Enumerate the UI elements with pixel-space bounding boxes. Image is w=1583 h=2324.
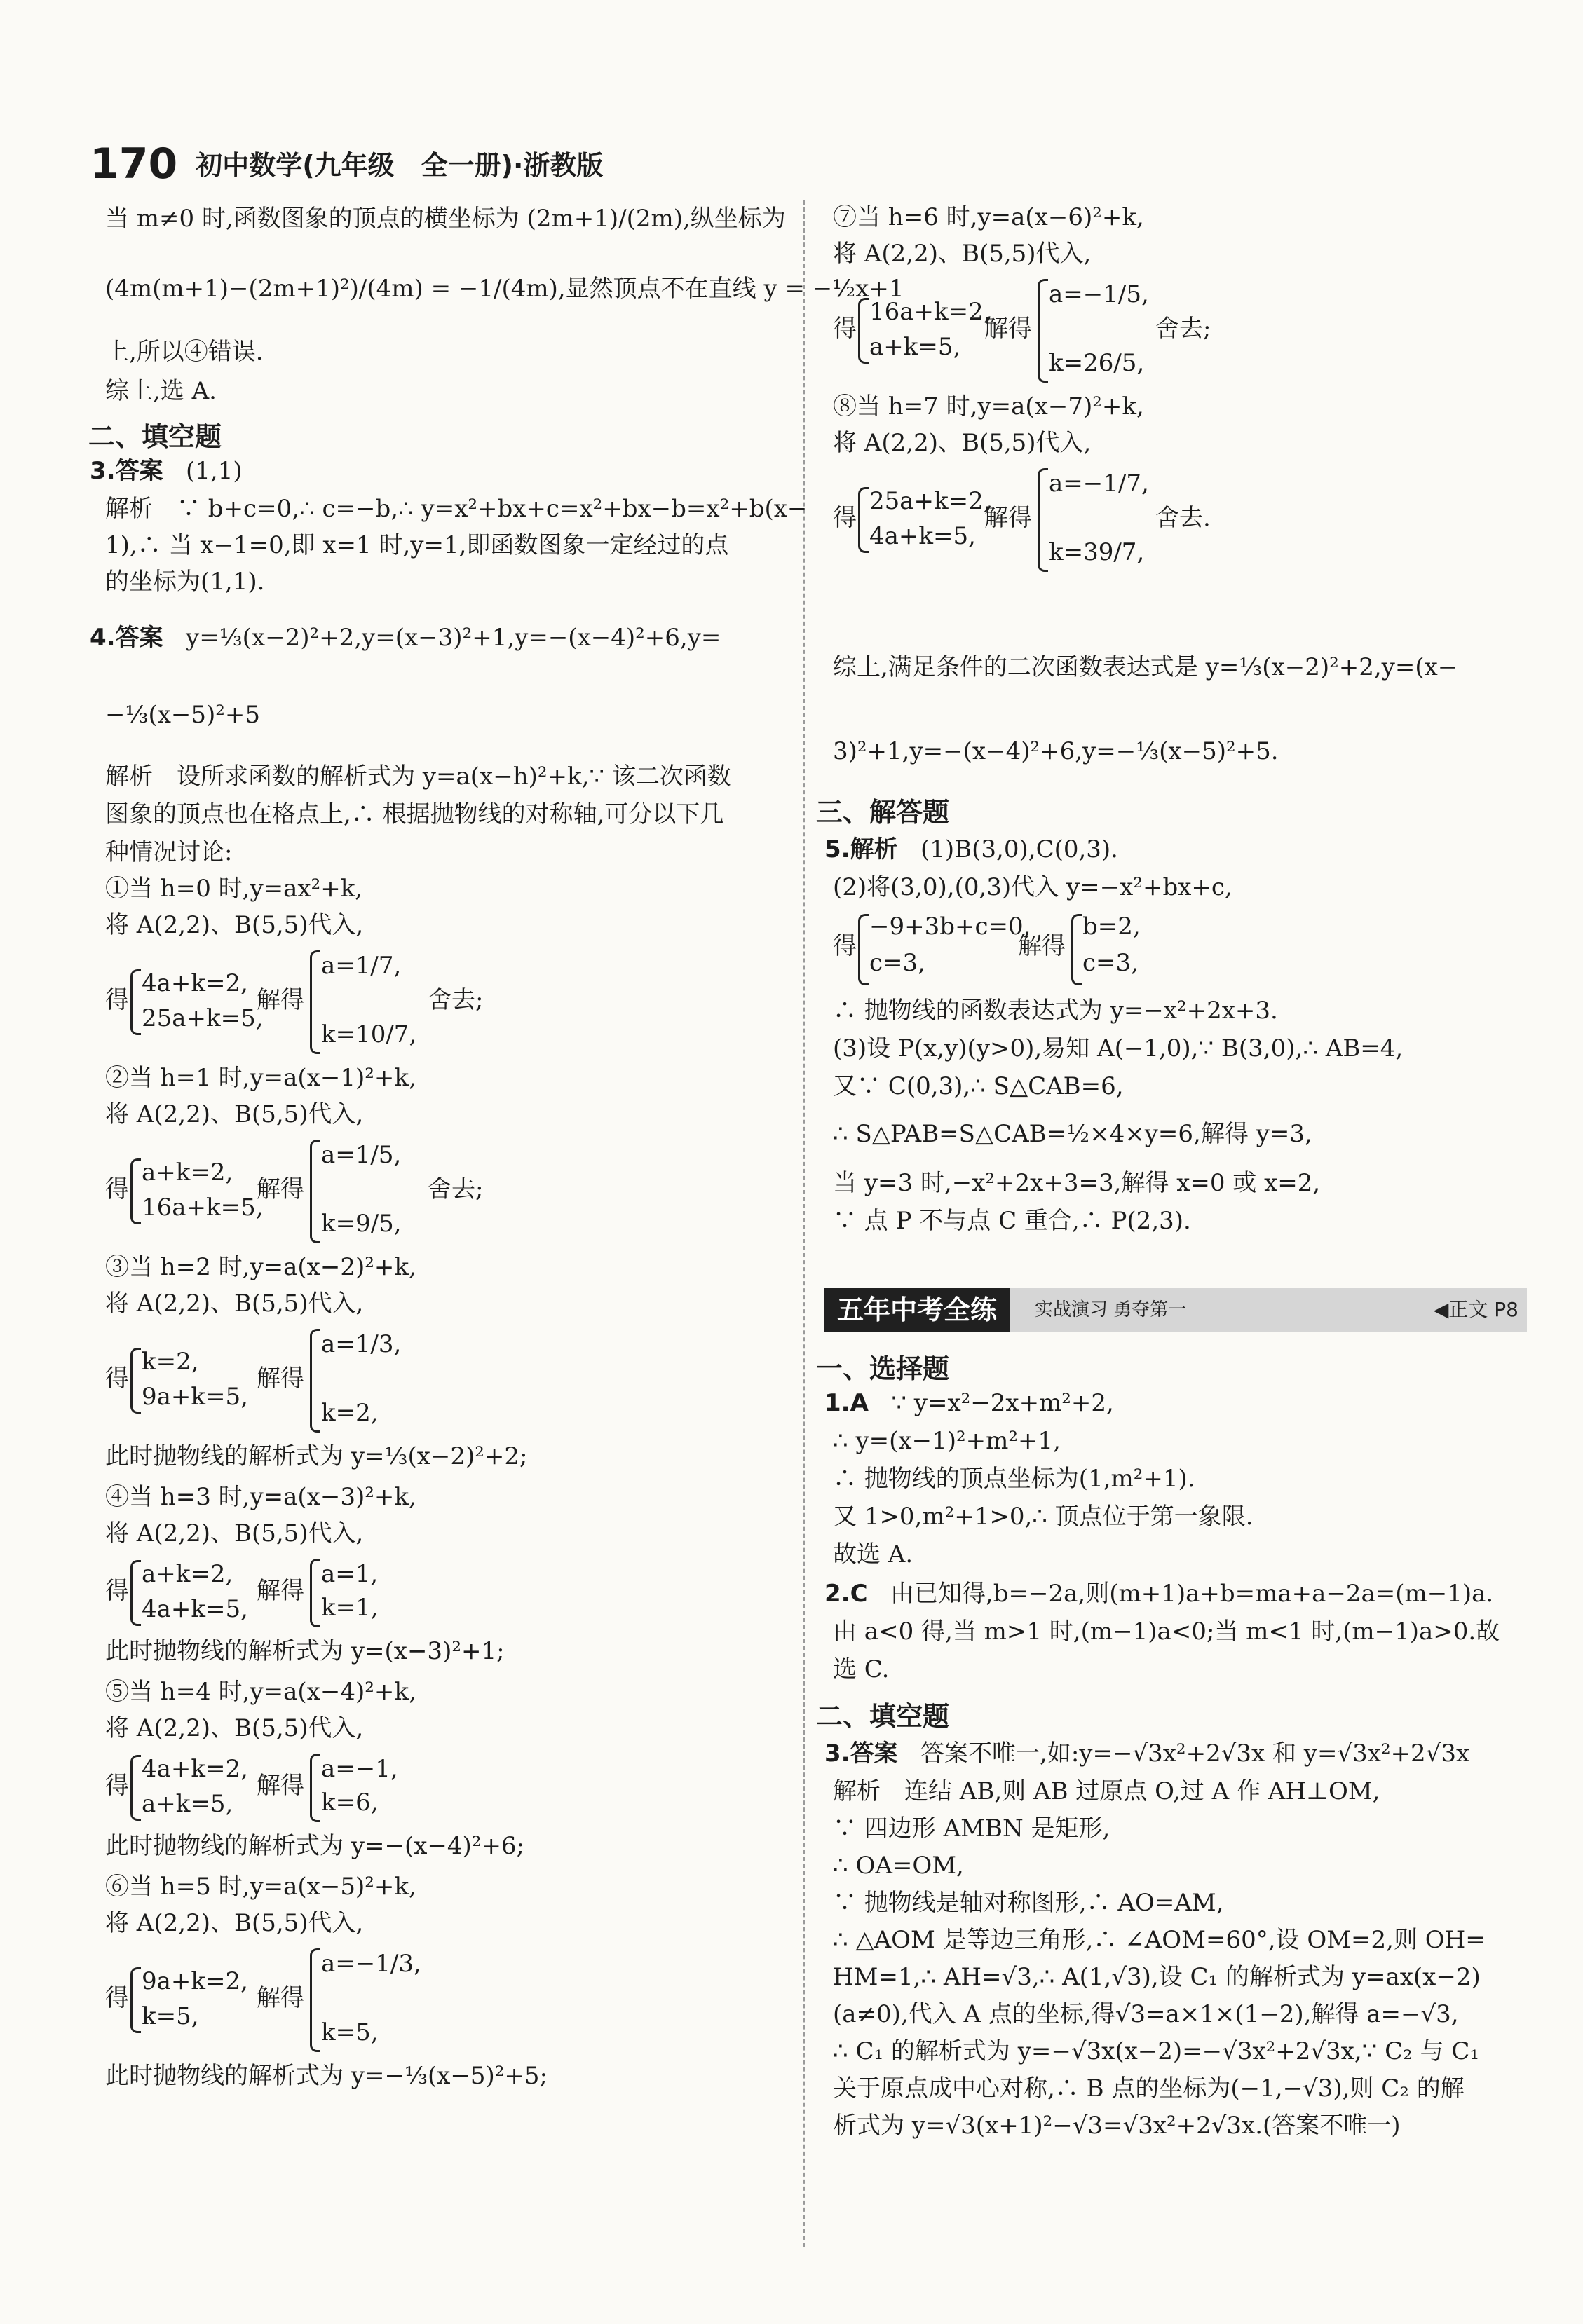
text-line: ∴ 抛物线的顶点坐标为(1,m²+1).	[833, 1465, 1195, 1493]
result-line: 此时抛物线的解析式为 y=−⅓(x−5)²+5;	[105, 2062, 548, 2090]
text-line: ∴ OA=OM,	[833, 1852, 964, 1880]
case-heading: ④当 h=3 时,y=a(x−3)²+k,	[105, 1483, 416, 1511]
equation-system	[105, 1137, 498, 1242]
answer-tag: 1.A	[824, 1389, 869, 1417]
text-line	[824, 1389, 1114, 1417]
equation: 9a+k=5,	[142, 1383, 248, 1411]
solution: a=1/7,	[321, 952, 402, 980]
prefix-text: 得	[105, 1175, 129, 1203]
text-line: 将 A(2,2)、B(5,5)代入,	[833, 429, 1092, 457]
equation: c=3,	[869, 949, 925, 977]
text-line: 上,所以④错误.	[105, 338, 264, 366]
brace	[310, 1754, 320, 1822]
result-line: 此时抛物线的解析式为 y=−(x−4)²+6;	[105, 1832, 525, 1860]
section-heading: 三、解答题	[816, 797, 950, 828]
text-line: 关于原点成中心对称,∴ B 点的坐标为(−1,−√3),则 C₂ 的解	[833, 2074, 1465, 2103]
text-line: ∴ 抛物线的函数表达式为 y=−x²+2x+3.	[833, 997, 1278, 1025]
text-line: 将 A(2,2)、B(5,5)代入,	[833, 240, 1092, 268]
result-line: 此时抛物线的解析式为 y=⅓(x−2)²+2;	[105, 1442, 528, 1470]
text-line: 选 C.	[833, 1655, 890, 1683]
text-line: 当 m≠0 时,函数图象的顶点的横坐标为 (2m+1)/(2m),纵坐标为	[105, 205, 786, 233]
equation: k=2,	[142, 1348, 199, 1376]
brace	[310, 1559, 320, 1627]
solution: k=26/5,	[1049, 349, 1145, 377]
solution: a=−1/3,	[321, 1950, 421, 1978]
text-line: 当 y=3 时,−x²+2x+3=3,解得 x=0 或 x=2,	[833, 1169, 1321, 1197]
equation: a+k=5,	[142, 1790, 233, 1818]
answer-value: y=⅓(x−2)²+2,y=(x−3)²+1,y=−(x−4)²+6,y=	[186, 624, 721, 652]
solve-word: 解得	[984, 315, 1032, 343]
prefix-text: 得	[105, 986, 129, 1014]
text-line: 将 A(2,2)、B(5,5)代入,	[105, 1909, 364, 1937]
text-line: 图象的顶点也在格点上,∴ 根据抛物线的对称轴,可分以下几	[105, 800, 724, 828]
case-heading: ②当 h=1 时,y=a(x−1)²+k,	[105, 1064, 416, 1092]
text-line: 析式为 y=√3(x+1)²−√3=√3x²+2√3x.(答案不唯一)	[833, 2112, 1401, 2140]
solution: a=−1/7,	[1049, 470, 1149, 498]
text-span: ∵ y=x²−2x+m²+2,	[891, 1389, 1114, 1417]
text-line: 3)²+1,y=−(x−4)²+6,y=−⅓(x−5)²+5.	[833, 737, 1279, 765]
text-line: 将 A(2,2)、B(5,5)代入,	[105, 1290, 364, 1318]
answer-value: (1,1)	[186, 457, 243, 485]
case-heading: ⑤当 h=4 时,y=a(x−4)²+k,	[105, 1678, 416, 1706]
brace	[858, 914, 869, 985]
solution: k=1,	[321, 1594, 379, 1622]
prefix-text: 得	[105, 1365, 129, 1393]
equation-system	[105, 1326, 498, 1431]
equation: −9+3b+c=0,	[869, 912, 1031, 941]
equation: 16a+k=5,	[142, 1194, 264, 1222]
text-line: 将 A(2,2)、B(5,5)代入,	[105, 911, 364, 939]
text-line: (4m(m+1)−(2m+1)²)/(4m) = −1/(4m),显然顶点不在直线 y = −½x+1	[105, 275, 904, 303]
text-line: 的坐标为(1,1).	[105, 568, 265, 596]
text-span: 由已知得,b=−2a,则(m+1)a+b=ma+a−2a=(m−1)a.	[890, 1580, 1494, 1608]
answer-tag: 4.答案	[90, 624, 163, 652]
equation-system	[833, 908, 1141, 985]
brace	[310, 950, 320, 1054]
equation: a+k=2,	[142, 1158, 233, 1187]
brace	[310, 1948, 320, 2052]
text-line: 种情况讨论:	[105, 838, 233, 866]
page-header	[90, 126, 604, 189]
brace	[1038, 468, 1048, 572]
case-heading: ①当 h=0 时,y=ax²+k,	[105, 875, 363, 903]
text-line	[824, 835, 1118, 863]
text-line	[824, 1580, 1493, 1608]
solution: k=9/5,	[321, 1210, 402, 1238]
solve-word: 解得	[257, 1772, 304, 1800]
equation: 25a+k=2,	[869, 487, 991, 515]
brace	[130, 1560, 141, 1626]
case-heading: ③当 h=2 时,y=a(x−2)²+k,	[105, 1253, 416, 1281]
equation: a+k=5,	[869, 333, 961, 361]
text-line: ∵ 抛物线是轴对称图形,∴ AO=AM,	[833, 1889, 1224, 1917]
text-line: 故选 A.	[833, 1540, 913, 1568]
case-heading: ⑧当 h=7 时,y=a(x−7)²+k,	[833, 392, 1144, 421]
text-line	[824, 1739, 1469, 1768]
text-line: ∴ △AOM 是等边三角形,∴ ∠AOM=60°,设 OM=2,则 OH=	[833, 1926, 1486, 1954]
equation-system	[105, 1556, 498, 1626]
text-line: (a≠0),代入 A 点的坐标,得√3=a×1×(1−2),解得 a=−√3,	[833, 2000, 1459, 2028]
solution: c=3,	[1082, 949, 1139, 977]
result-line: 此时抛物线的解析式为 y=(x−3)²+1;	[105, 1637, 505, 1665]
text-line: 将 A(2,2)、B(5,5)代入,	[105, 1714, 364, 1742]
solve-word: 解得	[257, 986, 304, 1014]
text-line: 解析 设所求函数的解析式为 y=a(x−h)²+k,∵ 该二次函数	[105, 763, 731, 791]
banner-link[interactable]: ◀正文 P8	[1433, 1298, 1519, 1321]
text-line: 解析 ∵ b+c=0,∴ c=−b,∴ y=x²+bx+c=x²+bx−b=x²+b(x−	[105, 495, 808, 523]
equation: 4a+k=2,	[142, 969, 248, 997]
equation: 4a+k=5,	[869, 522, 976, 550]
equation-system	[833, 276, 1225, 381]
discard-note: 舍去.	[1155, 504, 1211, 532]
section-banner	[824, 1288, 1527, 1332]
brace	[310, 1140, 320, 1243]
equation-system	[833, 465, 1225, 570]
text-line: (3)设 P(x,y)(y>0),易知 A(−1,0),∵ B(3,0),∴ AB=4,	[833, 1034, 1404, 1062]
text-line: HM=1,∴ AH=√3,∴ A(1,√3),设 C₁ 的解析式为 y=ax(x−2)	[833, 1963, 1481, 1991]
discard-note: 舍去;	[1155, 315, 1211, 343]
prefix-text: 得	[833, 315, 857, 343]
text-line: 又 1>0,m²+1>0,∴ 顶点位于第一象限.	[833, 1503, 1254, 1531]
solution: a=−1,	[321, 1755, 398, 1783]
solution: k=39/7,	[1049, 538, 1145, 566]
text-line: ∴ S△PAB=S△CAB=½×4×y=6,解得 y=3,	[833, 1120, 1312, 1148]
solve-word: 解得	[1018, 932, 1066, 960]
solution: k=6,	[321, 1789, 379, 1817]
prefix-text: 得	[105, 1772, 129, 1800]
prefix-text: 得	[105, 1577, 129, 1605]
answer-line	[90, 457, 243, 485]
answer-value: −⅓(x−5)²+5	[105, 701, 261, 729]
section-heading: 二、填空题	[88, 421, 222, 452]
text-line: 综上,选 A.	[105, 377, 217, 405]
answer-tag: 3.答案	[824, 1739, 898, 1768]
book-title: 初中数学(九年级 全一册)·浙教版	[196, 150, 604, 181]
equation-system	[105, 1751, 498, 1821]
equation-system	[105, 1946, 498, 2051]
solution: k=2,	[321, 1399, 379, 1427]
brace	[130, 1348, 141, 1414]
answer-tag: 5.解析	[824, 835, 898, 863]
solution: b=2,	[1082, 912, 1141, 941]
brace	[858, 298, 869, 364]
brace	[130, 1158, 141, 1224]
brace	[858, 487, 869, 553]
solution: a=−1/5,	[1049, 280, 1149, 308]
solution: a=1/5,	[321, 1141, 402, 1169]
text-line: ∵ 点 P 不与点 C 重合,∴ P(2,3).	[833, 1207, 1191, 1235]
equation: 4a+k=5,	[142, 1595, 248, 1623]
text-span: 答案不唯一,如:y=−√3x²+2√3x 和 y=√3x²+2√3x	[920, 1739, 1470, 1768]
solve-word: 解得	[257, 1175, 304, 1203]
prefix-text: 得	[833, 932, 857, 960]
brace	[310, 1329, 320, 1433]
answer-line	[90, 624, 721, 652]
solve-word: 解得	[257, 1365, 304, 1393]
case-heading: ⑥当 h=5 时,y=a(x−5)²+k,	[105, 1873, 416, 1901]
equation: 16a+k=2,	[869, 298, 991, 326]
section-heading: 一、选择题	[816, 1353, 950, 1384]
solution: k=5,	[321, 2018, 379, 2046]
brace	[130, 969, 141, 1035]
brace	[1038, 279, 1048, 383]
text-line: ∴ y=(x−1)²+m²+1,	[833, 1427, 1061, 1455]
text-line: 将 A(2,2)、B(5,5)代入,	[105, 1519, 364, 1547]
solve-word: 解得	[257, 1577, 304, 1605]
banner-title: 五年中考全练	[824, 1288, 1010, 1332]
equation: 9a+k=2,	[142, 1967, 248, 1995]
equation: k=5,	[142, 2002, 199, 2030]
answer-tag: 2.C	[824, 1580, 868, 1608]
text-line: 综上,满足条件的二次函数表达式是 y=⅓(x−2)²+2,y=(x−	[833, 653, 1458, 681]
equation: 25a+k=5,	[142, 1004, 264, 1032]
section-heading: 二、填空题	[816, 1701, 950, 1732]
discard-note: 舍去;	[428, 986, 484, 1014]
equation-system	[105, 948, 498, 1053]
text-line: ∵ 四边形 AMBN 是矩形,	[833, 1814, 1110, 1843]
text-line: 由 a<0 得,当 m>1 时,(m−1)a<0;当 m<1 时,(m−1)a>0.故	[833, 1618, 1500, 1646]
solution: k=10/7,	[321, 1020, 417, 1048]
prefix-text: 得	[105, 1984, 129, 2012]
text-line: 解析 连结 AB,则 AB 过原点 O,过 A 作 AH⊥OM,	[833, 1777, 1380, 1805]
equation: a+k=2,	[142, 1560, 233, 1588]
discard-note: 舍去;	[428, 1175, 484, 1203]
page-number: 170	[90, 139, 178, 189]
solve-word: 解得	[984, 504, 1032, 532]
banner-subtitle: 实战演习 勇夺第一	[1035, 1299, 1187, 1320]
case-heading: ⑦当 h=6 时,y=a(x−6)²+k,	[833, 203, 1144, 231]
text-line: (2)将(3,0),(0,3)代入 y=−x²+bx+c,	[833, 873, 1232, 901]
text-line: ∴ C₁ 的解析式为 y=−√3x(x−2)=−√3x²+2√3x,∵ C₂ 与 C₁	[833, 2037, 1480, 2065]
brace	[1071, 914, 1082, 985]
prefix-text: 得	[833, 504, 857, 532]
solve-word: 解得	[257, 1984, 304, 2012]
solution: a=1/3,	[321, 1330, 402, 1358]
brace	[130, 1967, 141, 2033]
text-line: 1),∴ 当 x−1=0,即 x=1 时,y=1,即函数图象一定经过的点	[105, 531, 729, 559]
answer-tag: 3.答案	[90, 457, 163, 485]
text-line: 又∵ C(0,3),∴ S△CAB=6,	[833, 1072, 1124, 1100]
text-span: (1)B(3,0),C(0,3).	[920, 835, 1118, 863]
brace	[130, 1755, 141, 1821]
text-line: 将 A(2,2)、B(5,5)代入,	[105, 1100, 364, 1128]
equation: 4a+k=2,	[142, 1755, 248, 1783]
solution: a=1,	[321, 1560, 379, 1588]
